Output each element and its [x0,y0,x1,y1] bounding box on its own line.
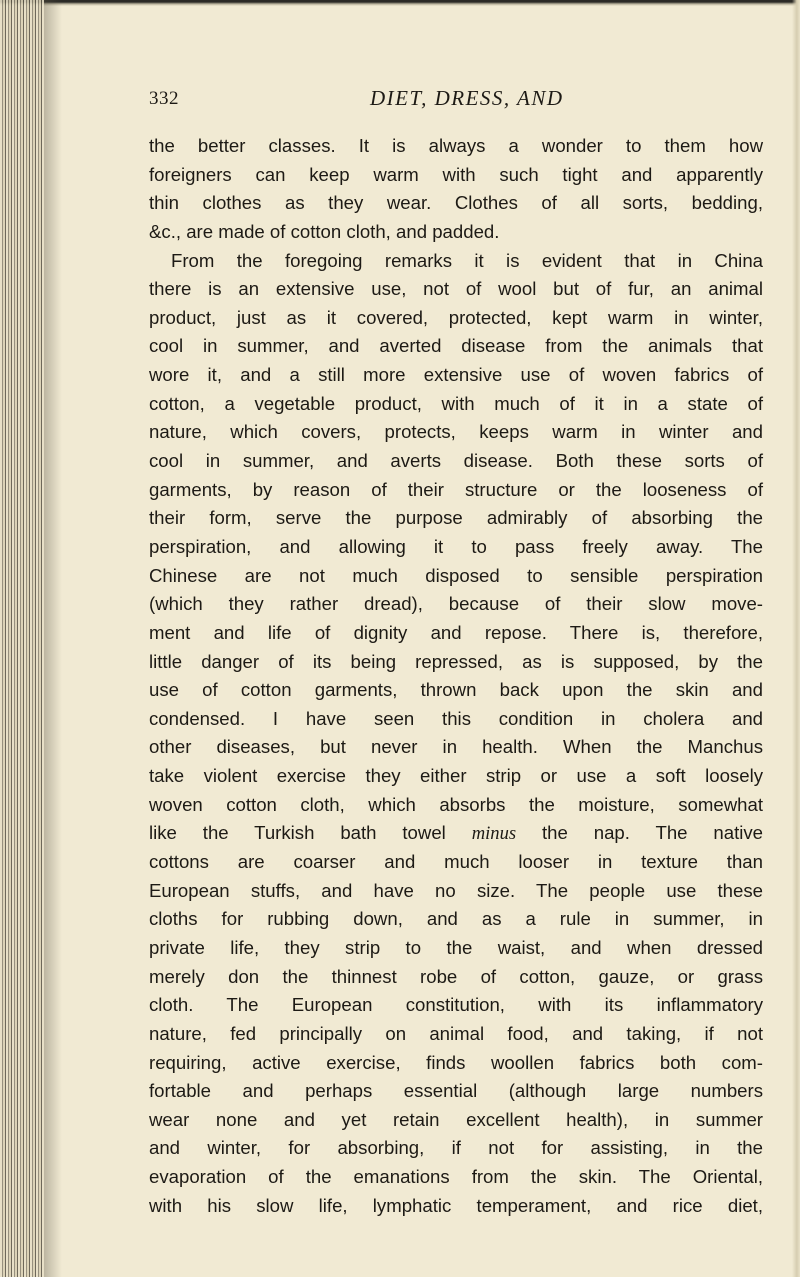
text-line: European stuffs, and have no size. The people use these [149,879,763,901]
text-line: there is an extensive use, not of wool but of fur, an animal [149,278,763,300]
text-line: little danger of its being repressed, as is supposed, by the [149,650,763,672]
text-fragment: like the Turkish bath towel [149,822,446,844]
text-line: ment and life of dignity and repose. There is, therefore, [149,621,763,643]
text-line: (which they rather dread), because of their slow move- [149,593,763,615]
text-line: nature, fed principally on animal food, and taking, if not [149,1022,763,1044]
text-line: evaporation of the emanations from the skin. The Oriental, [149,1166,763,1188]
text-line: cotton, a vegetable product, with much of it in a state of [149,392,763,414]
body-text [149,132,763,1220]
text-line: cloths for rubbing down, and as a rule in summer, in [149,908,763,930]
text-line: &c., are made of cotton cloth, and padded. [149,220,500,242]
text-line: wear none and yet retain excellent health), in summer [149,1108,763,1130]
text-line: perspiration, and allowing it to pass freely away. The [149,535,763,557]
page-right-edge [792,0,800,1277]
text-line: their form, serve the purpose admirably of absorbing the [149,507,763,529]
text-line: requiring, active exercise, finds woollen fabrics both com- [149,1051,763,1073]
text-line: product, just as it covered, protected, kept warm in winter, [149,306,763,328]
text-line: foreigners can keep warm with such tight and apparently [149,163,763,185]
text-line: with his slow life, lymphatic temperament, and rice diet, [149,1194,763,1216]
text-line: the better classes. It is always a wonder to them how [149,135,763,156]
text-line: nature, which covers, protects, keeps warm in winter and [149,421,763,443]
text-line: wore it, and a still more extensive use of woven fabrics of [149,364,763,386]
text-line-with-italic [149,819,763,848]
text-line: woven cotton cloth, which absorbs the moisture, somewhat [149,793,763,815]
text-line: and winter, for absorbing, if not for assisting, in the [149,1137,763,1159]
text-line: cool in summer, and averted disease from the animals that [149,335,763,357]
text-line: condensed. I have seen this condition in cholera and [149,707,763,729]
text-line: cottons are coarser and much looser in texture than [149,851,763,873]
text-line: cool in summer, and averts disease. Both these sorts of [149,450,763,472]
text-fragment: the nap. The native [542,822,764,844]
text-line: thin clothes as they wear. Clothes of all sorts, bedding, [149,192,763,214]
text-line: Chinese are not much disposed to sensible perspiration [149,564,763,586]
text-line: take violent exercise they either strip or use a soft loosely [149,765,763,787]
gutter-shadow [44,0,62,1277]
page-top-edge [0,0,800,6]
page-number: 332 [149,88,179,109]
running-title: DIET, DRESS, AND [370,86,564,110]
text-line: fortable and perhaps essential (although large numbers [149,1080,763,1102]
text-line: From the foregoing remarks it is evident that in China [171,249,763,271]
text-line: private life, they strip to the waist, and when dressed [149,936,763,958]
italic-word: minus [471,823,517,845]
text-line: use of cotton garments, thrown back upon the skin and [149,679,763,701]
text-line: garments, by reason of their structure or the looseness of [149,478,763,500]
text-line: merely don the thinnest robe of cotton, gauze, or grass [149,965,763,987]
book-page-edges [0,0,44,1277]
text-line: cloth. The European constitution, with its inflammatory [149,994,763,1016]
text-line: other diseases, but never in health. When the Manchus [149,736,763,758]
